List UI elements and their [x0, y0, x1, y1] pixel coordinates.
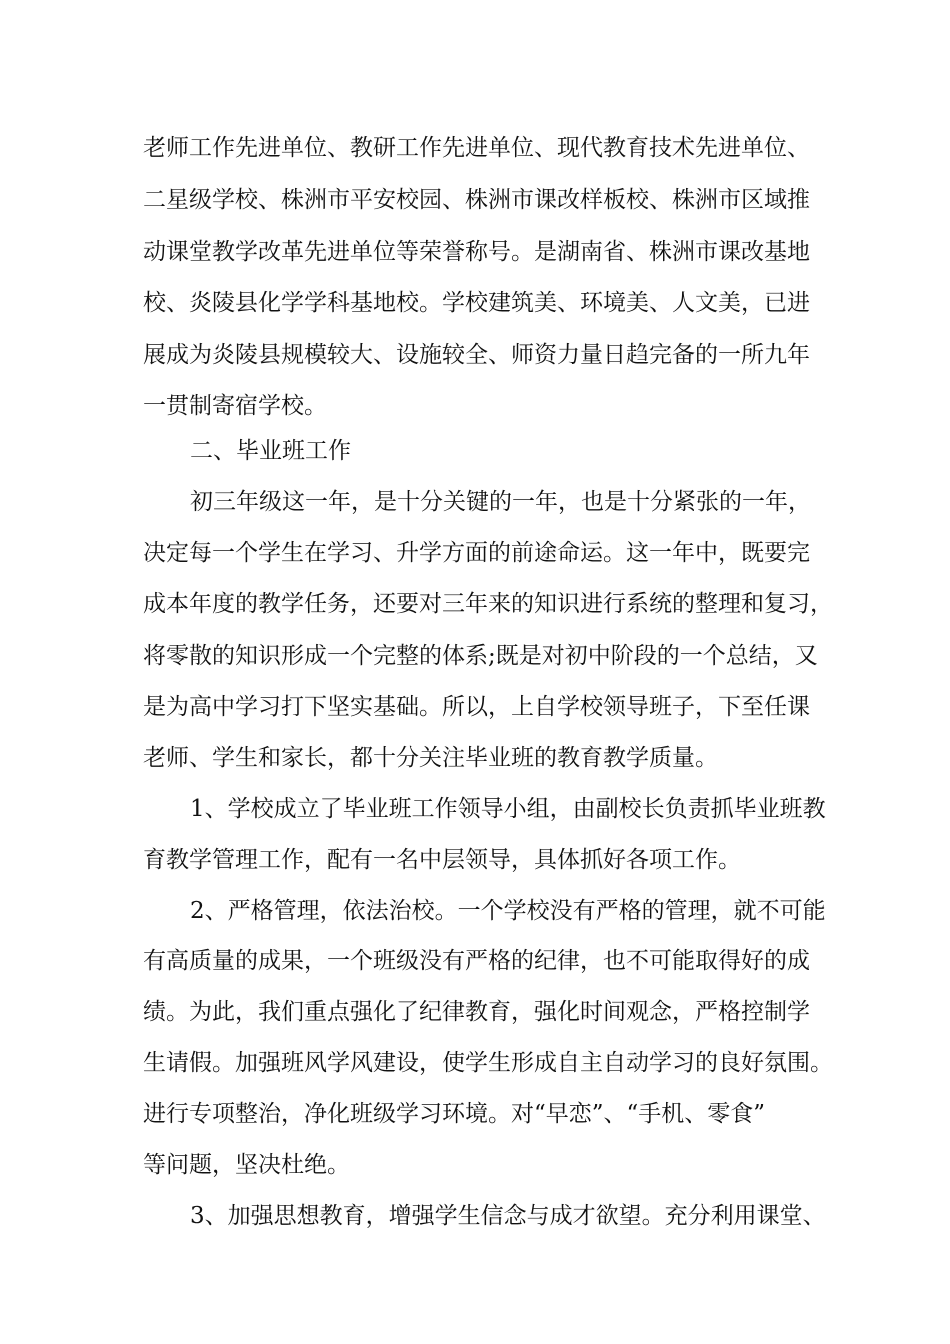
paragraph-first-line: 1、学校成立了毕业班工作领导小组，由副校长负责抓毕业班教: [190, 796, 826, 822]
paragraph-first-line: 初三年级这一年，是十分关键的一年，也是十分紧张的一年，: [190, 489, 811, 515]
text-line: 展成为炎陵县规模较大、设施较全、师资力量日趋完备的一所九年: [143, 342, 810, 368]
text-line: 老师工作先进单位、教研工作先进单位、现代教育技术先进单位、: [143, 135, 810, 161]
text-line: 决定每一个学生在学习、升学方面的前途命运。这一年中，既要完: [143, 540, 810, 566]
text-line: 将零散的知识形成一个完整的体系;既是对初中阶段的一个总结，又: [143, 643, 818, 669]
text-line: 成本年度的教学任务，还要对三年来的知识进行系统的整理和复习，: [143, 591, 833, 617]
text-line: 一贯制寄宿学校。: [143, 393, 327, 419]
text-line: 等问题，坚决杜绝。: [143, 1152, 350, 1178]
paragraph-first-line: 2、严格管理，依法治校。一个学校没有严格的管理，就不可能: [190, 898, 826, 924]
text-line: 进行专项整治，净化班级学习环境。对“早恋”、“手机、零食”: [143, 1101, 766, 1127]
text-line: 老师、学生和家长，都十分关注毕业班的教育教学质量。: [143, 745, 718, 771]
text-line: 动课堂教学改革先进单位等荣誉称号。是湖南省、株洲市课改基地: [143, 239, 810, 265]
text-line: 二星级学校、株洲市平安校园、株洲市课改样板校、株洲市区域推: [143, 187, 810, 213]
text-line: 有高质量的成果，一个班级没有严格的纪律，也不可能取得好的成: [143, 948, 810, 974]
text-line: 校、炎陵县化学学科基地校。学校建筑美、环境美、人文美，已进: [143, 290, 810, 316]
text-line: 育教学管理工作，配有一名中层领导，具体抓好各项工作。: [143, 847, 741, 873]
text-line: 生请假。加强班风学风建设，使学生形成自主自动学习的良好氛围。: [143, 1050, 833, 1076]
text-line: 是为高中学习打下坚实基础。所以，上自学校领导班子，下至任课: [143, 694, 810, 720]
paragraph-first-line: 3、加强思想教育，增强学生信念与成才欲望。充分利用课堂、: [190, 1203, 826, 1229]
text-line: 绩。为此，我们重点强化了纪律教育，强化时间观念，严格控制学: [143, 999, 810, 1025]
section-heading: 二、毕业班工作: [190, 438, 351, 464]
